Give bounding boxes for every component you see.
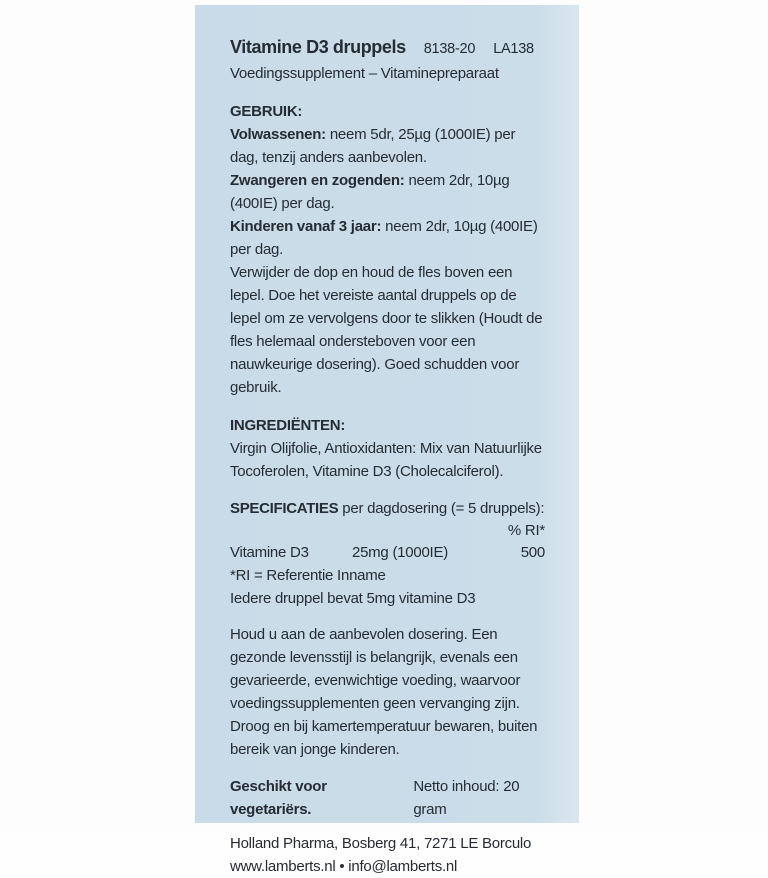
usage-children-text: neem 2dr, 10µg (400IE) per dag. <box>230 218 538 258</box>
drop-note: Iedere druppel bevat 5mg vitamine D3 <box>230 590 476 607</box>
usage-instructions: Verwijder de dop en houd de fles boven een lepel. Doe het vereiste aantal druppels op de lepel om ze vervolgens door te slikken (Houdt de fles helemaal ondersteboven voor een nauwkeurige dosering). Goed schudden voor gebruik. <box>230 264 543 396</box>
ingredients-heading: INGREDIËNTEN: <box>230 417 346 434</box>
spec-nutrient-name: Vitamine D3 <box>230 544 309 561</box>
usage-pregnant-text: neem 2dr, 10µg (400IE) per dag. <box>230 172 510 212</box>
advisory-text: Houd u aan de aanbevolen dosering. Een gezonde levensstijl is belangrijk, evenals een gevarieerde, evenwichtige voeding, waarvoor voedingssupplementen geen vervanging zijn. Droog en bij kamertemperatuur bewaren, buiten bereik van jonge kinderen. <box>230 626 538 758</box>
suitability-row <box>230 775 545 821</box>
usage-adults-text: neem 5dr, 25µg (1000IE) per dag, tenzij anders aanbevolen. <box>230 126 516 166</box>
usage-heading: GEBRUIK: <box>230 103 303 120</box>
ingredients-text: Virgin Olijfolie, Antioxidanten: Mix van Natuurlijke Tocoferolen, Vitamine D3 (Cholecalciferol). <box>230 440 542 480</box>
manufacturer-block <box>230 832 545 878</box>
specifications-heading-bold: SPECIFICATIES <box>230 500 339 517</box>
product-subtitle: Voedingssupplement – Vitaminepreparaat <box>230 65 499 82</box>
specifications-heading-rest: per dagdosering (= 5 druppels): <box>342 500 545 517</box>
product-label <box>195 5 579 875</box>
spec-table-row <box>230 541 545 564</box>
product-code: 8138-20 <box>423 41 476 57</box>
manufacturer-address: Holland Pharma, Bosberg 41, 7271 LE Borculo <box>230 835 532 852</box>
usage-children <box>230 215 545 261</box>
usage-adults <box>230 123 545 169</box>
usage-adults-label: Volwassenen: <box>230 126 326 143</box>
usage-pregnant <box>230 169 545 215</box>
spec-nutrient-amount: 25mg (1000IE) <box>352 544 448 561</box>
label-header <box>230 36 545 61</box>
usage-pregnant-label: Zwangeren en zogenden: <box>230 172 405 189</box>
ri-footnote: *RI = Referentie Inname <box>230 567 386 584</box>
net-content: Netto inhoud: 20 gram <box>413 778 520 818</box>
specifications-heading <box>230 497 545 520</box>
vegetarian-note: Geschikt voor vegetariërs. <box>230 778 327 818</box>
spec-nutrient-ri: 500 <box>520 544 545 561</box>
usage-children-label: Kinderen vanaf 3 jaar: <box>230 218 382 235</box>
batch-code: LA138 <box>493 41 534 57</box>
product-title: Vitamine D3 druppels <box>230 37 406 57</box>
ri-column-header: % RI* <box>507 522 545 539</box>
contact-line: www.lamberts.nl • info@lamberts.nl <box>230 858 458 875</box>
